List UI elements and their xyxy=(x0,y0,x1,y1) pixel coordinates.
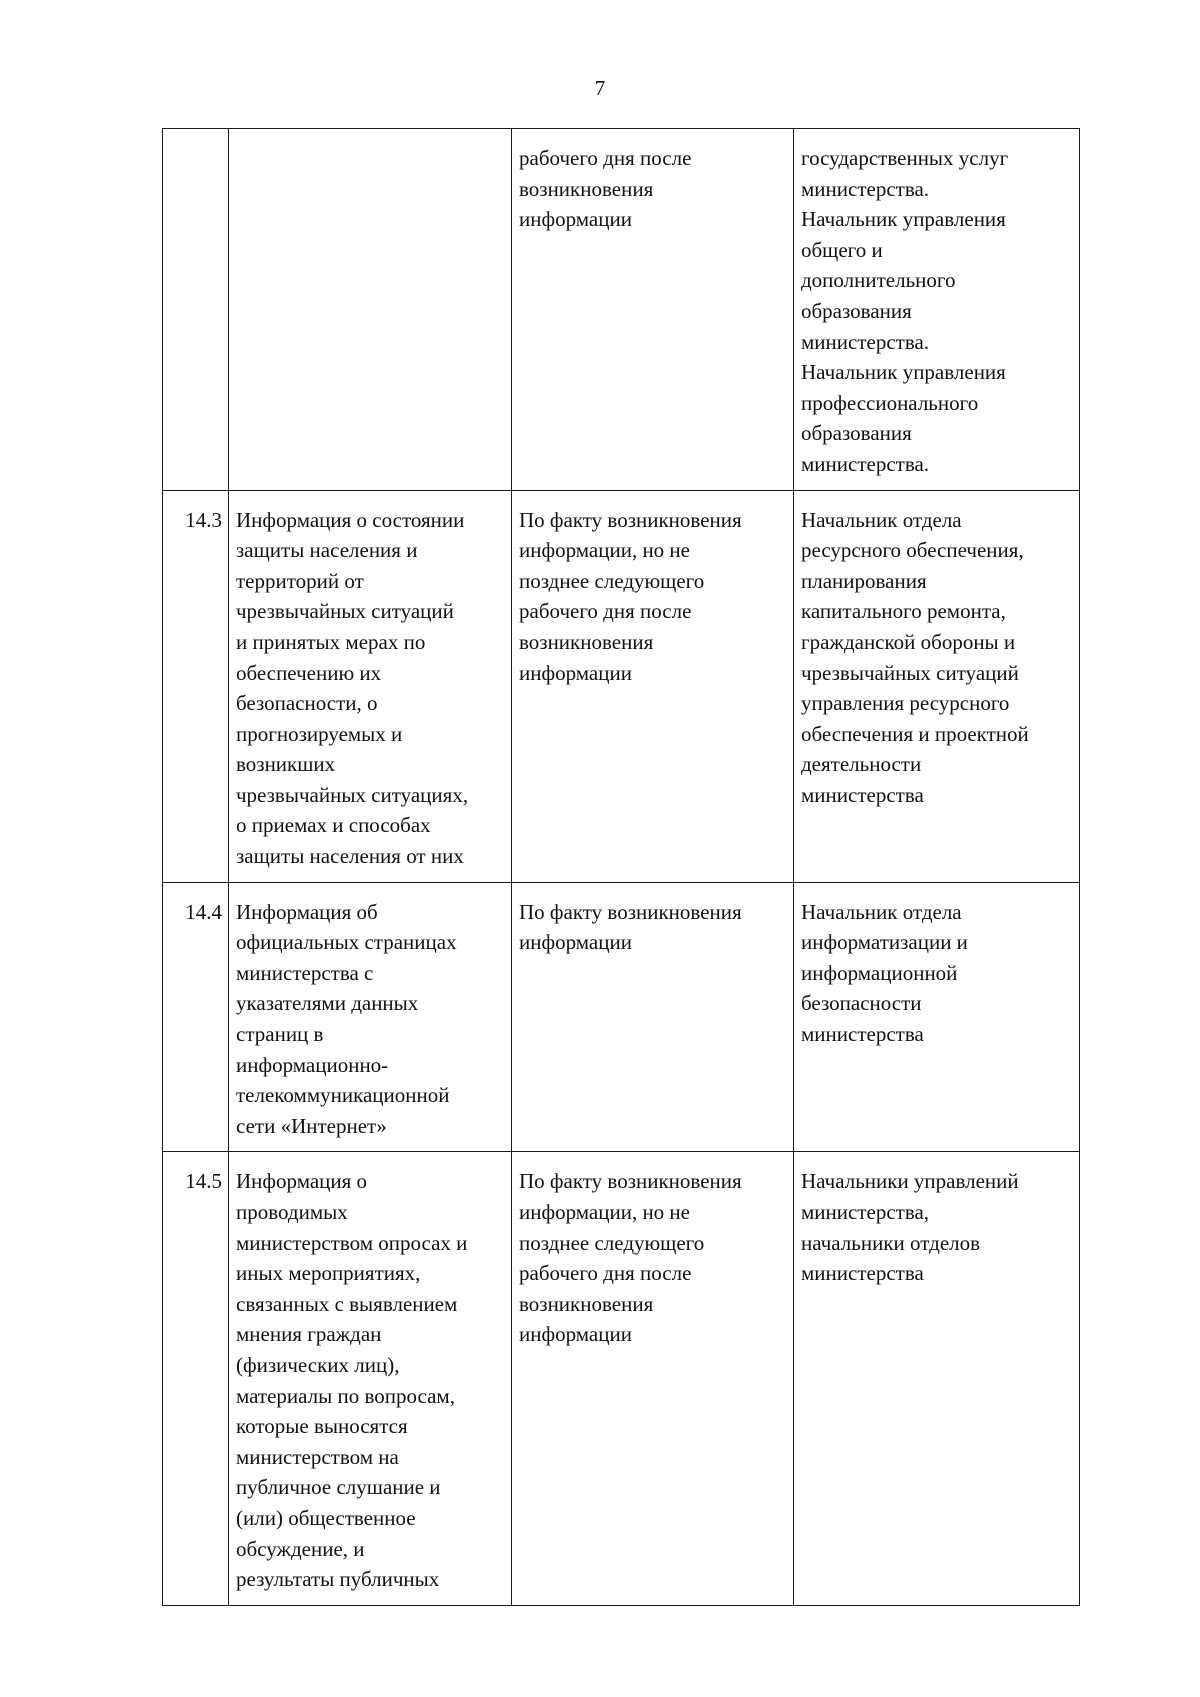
responsible-cell: государственных услуг министерства. Начальник управления общего и дополнительного образования министерства. Начальник управления профессионального образования министерства. xyxy=(794,129,1080,491)
table-row xyxy=(163,129,1080,491)
table-row xyxy=(163,882,1080,1152)
row-number-cell xyxy=(163,129,229,491)
row-number-cell: 14.5 xyxy=(163,1152,229,1605)
row-number-cell: 14.3 xyxy=(163,490,229,882)
information-cell xyxy=(229,129,512,491)
deadline-cell: По факту возникновения информации xyxy=(512,882,794,1152)
information-cell: Информация о состоянии защиты населения и территорий от чрезвычайных ситуаций и принятых мерах по обеспечению их безопасности, о прогнозируемых и возникших чрезвычайных ситуациях, о приемах и способах защиты населения от них xyxy=(229,490,512,882)
deadline-cell: По факту возникновения информации, но не позднее следующего рабочего дня после возникновения информации xyxy=(512,490,794,882)
information-cell: Информация о проводимых министерством опросах и иных мероприятиях, связанных с выявлением мнения граждан (физических лиц), материалы по вопросам, которые выносятся министерством на публичное слушание и (или) общественное обсуждение, и результаты публичных xyxy=(229,1152,512,1605)
information-table xyxy=(162,128,1080,1606)
deadline-cell: рабочего дня после возникновения информации xyxy=(512,129,794,491)
deadline-cell: По факту возникновения информации, но не позднее следующего рабочего дня после возникновения информации xyxy=(512,1152,794,1605)
table-row xyxy=(163,1152,1080,1605)
page-number: 7 xyxy=(594,76,606,100)
responsible-cell: Начальники управлений министерства, начальники отделов министерства xyxy=(794,1152,1080,1605)
responsible-cell: Начальник отдела ресурсного обеспечения, планирования капитального ремонта, гражданской обороны и чрезвычайных ситуаций управления ресурсного обеспечения и проектной деятельности министерства xyxy=(794,490,1080,882)
table-row xyxy=(163,490,1080,882)
row-number-cell: 14.4 xyxy=(163,882,229,1152)
responsible-cell: Начальник отдела информатизации и информационной безопасности министерства xyxy=(794,882,1080,1152)
information-cell: Информация об официальных страницах министерства с указателями данных страниц в информационно- телекоммуникационной сети «Интернет» xyxy=(229,882,512,1152)
